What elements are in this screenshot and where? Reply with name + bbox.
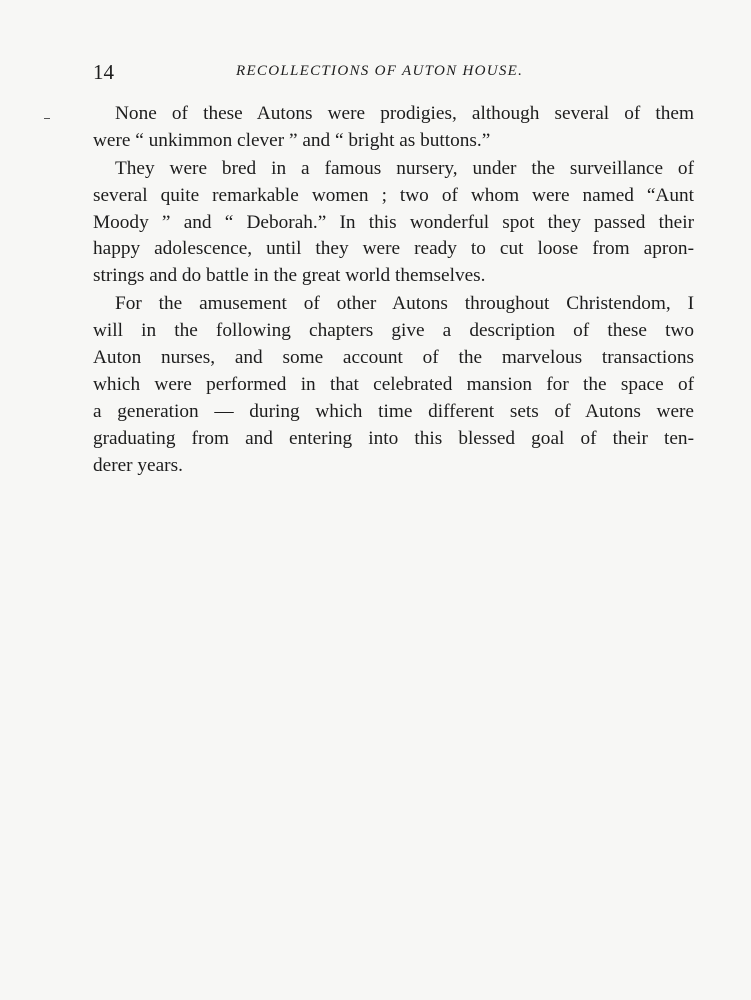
paragraph: [93, 291, 694, 479]
text-line: strings and do battle in the great world themselves.: [93, 265, 486, 287]
text-line: were “ unkimmon clever ” and “ bright as buttons.”: [93, 129, 491, 151]
text-line: derer years.: [93, 454, 183, 476]
text-line: graduating from and entering into this blessed goal of their ten-: [93, 427, 694, 449]
scan-speck: [44, 118, 50, 119]
text-line: They were bred in a famous nursery, under the surveillance of: [115, 157, 694, 179]
page-body: [93, 101, 694, 479]
text-line: Moody ” and “ Deborah.” In this wonderful spot they passed their: [93, 211, 694, 233]
text-line: Auton nurses, and some account of the marvelous transactions: [93, 347, 694, 369]
text-line: a generation — during which time different sets of Autons were: [93, 400, 694, 422]
running-header: [93, 60, 693, 84]
text-line: will in the following chapters give a description of these two: [93, 320, 694, 342]
text-line: None of these Autons were prodigies, although several of them: [115, 103, 694, 124]
paragraph: [93, 101, 694, 155]
page-number: 14: [93, 60, 114, 84]
text-line: several quite remarkable women ; two of whom were named “Aunt: [93, 184, 694, 206]
text-line: happy adolescence, until they were ready to cut loose from apron-: [93, 238, 694, 260]
text-line: which were performed in that celebrated mansion for the space of: [93, 373, 694, 395]
running-title: RECOLLECTIONS OF AUTON HOUSE.: [236, 63, 524, 79]
text-line: For the amusement of other Autons throughout Christendom, I: [115, 293, 694, 315]
paragraph: [93, 156, 694, 290]
